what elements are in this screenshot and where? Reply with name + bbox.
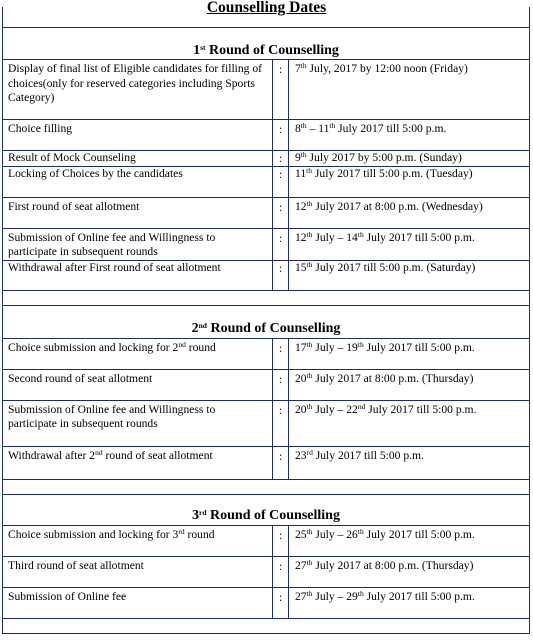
colon-separator: : — [273, 228, 289, 260]
text-segment: 17 — [295, 340, 307, 354]
event-label: First round of seat allotment — [3, 197, 273, 228]
event-label — [3, 525, 273, 556]
spacer-row — [3, 618, 530, 633]
schedule-row — [3, 338, 530, 369]
text-segment: July 2017 till 5:00 p.m. — [363, 589, 475, 603]
text-segment: July 2017 till 5:00 p.m. — [363, 230, 475, 244]
schedule-row — [3, 556, 530, 587]
text-segment: 23 — [295, 448, 307, 462]
ordinal-suffix: th — [306, 259, 313, 269]
text-segment: July 2017 at 8:00 p.m. (Wednesday) — [312, 199, 483, 213]
event-label: Submission of Online fee and Willingness to participate in subsequent rounds — [3, 228, 273, 260]
event-label — [3, 446, 273, 479]
ordinal-suffix: th — [357, 526, 364, 536]
text-segment: 7 — [295, 62, 301, 75]
ordinal-suffix: th — [306, 526, 313, 536]
spacer-row — [3, 479, 530, 494]
ordinal-suffix: rd — [306, 447, 313, 457]
round-heading: 3rd Round of Counselling — [3, 494, 530, 525]
schedule-row — [3, 60, 530, 120]
ordinal-suffix: th — [357, 339, 364, 349]
event-label: Withdrawal after First round of seat allotment — [3, 260, 273, 290]
ordinal-suffix: th — [300, 61, 307, 70]
text-segment: July, 2017 by 12:00 noon (Friday) — [306, 62, 468, 75]
schedule-row — [3, 166, 530, 197]
event-date — [289, 556, 530, 587]
schedule-row — [3, 446, 530, 479]
ordinal-suffix: rd — [178, 526, 185, 536]
text-segment: 27 — [295, 558, 307, 572]
ordinal-suffix: th — [306, 165, 313, 175]
schedule-row — [3, 197, 530, 228]
round-heading-row — [3, 28, 530, 60]
text-segment: 8 — [295, 122, 301, 135]
colon-separator: : — [273, 260, 289, 290]
text-segment: Withdrawal after 2 — [8, 448, 96, 462]
event-date — [289, 60, 530, 120]
text-segment: 12 — [295, 199, 307, 213]
page-title: Counselling Dates — [206, 0, 327, 16]
event-label: Third round of seat allotment — [3, 556, 273, 587]
event-date — [289, 587, 530, 618]
schedule-row — [3, 260, 530, 290]
text-segment: round of seat allotment — [102, 448, 213, 462]
text-segment: Choice submission and locking for 3 — [8, 527, 179, 541]
event-date — [289, 120, 530, 151]
round-heading: 1st Round of Counselling — [3, 28, 530, 60]
ordinal-suffix: th — [329, 121, 336, 130]
text-segment: July 2017 till 5:00 p.m. — [363, 340, 475, 354]
event-label: Second round of seat allotment — [3, 369, 273, 400]
text-segment: 25 — [295, 527, 307, 541]
colon-separator: : — [273, 60, 289, 120]
title-row — [3, 7, 530, 28]
ordinal-suffix: th — [357, 588, 364, 598]
text-segment: July 2017 till 5:00 p.m. — [312, 448, 424, 462]
schedule-row — [3, 400, 530, 446]
spacer-row — [3, 290, 530, 305]
ordinal-suffix: th — [306, 370, 313, 380]
colon-separator: : — [273, 120, 289, 151]
event-date — [289, 525, 530, 556]
round-heading-row — [3, 494, 530, 525]
text-segment: – 11 — [306, 122, 330, 135]
ordinal-suffix: th — [300, 150, 307, 159]
text-segment: round — [185, 340, 216, 354]
event-label: Choice filling — [3, 120, 273, 151]
text-segment: 9 — [295, 151, 301, 164]
ordinal-suffix: nd — [178, 339, 186, 349]
ordinal-suffix: nd — [95, 447, 103, 457]
schedule-row — [3, 369, 530, 400]
event-date — [289, 197, 530, 228]
ordinal-suffix: th — [306, 198, 313, 208]
event-label: Locking of Choices by the candidates — [3, 166, 273, 197]
colon-separator: : — [273, 525, 289, 556]
counselling-schedule-table — [2, 7, 530, 634]
round-heading-row — [3, 305, 530, 338]
text-segment: round — [184, 527, 215, 541]
event-label — [3, 338, 273, 369]
text-segment: July 2017 at 8:00 p.m. (Thursday) — [312, 371, 474, 385]
schedule-row — [3, 151, 530, 167]
event-date — [289, 338, 530, 369]
ordinal-suffix: th — [306, 229, 313, 239]
ordinal-suffix: th — [306, 557, 313, 567]
event-date — [289, 369, 530, 400]
text-segment: July 2017 till 5:00 p.m. — [335, 122, 447, 135]
text-segment: July – 29 — [312, 589, 358, 603]
text-segment: July 2017 by 5:00 p.m. (Sunday) — [306, 151, 462, 164]
text-segment: 27 — [295, 589, 307, 603]
text-segment: July 2017 till 5:00 p.m. (Saturday) — [312, 260, 476, 274]
ordinal-suffix: th — [357, 229, 364, 239]
text-segment: July – 26 — [312, 527, 358, 541]
colon-separator: : — [273, 556, 289, 587]
event-label: Submission of Online fee and Willingness to participate in subsequent rounds — [3, 400, 273, 446]
event-date — [289, 151, 530, 167]
schedule-row — [3, 525, 530, 556]
event-date — [289, 166, 530, 197]
text-segment: Choice submission and locking for 2 — [8, 340, 179, 354]
text-segment: July 2017 at 8:00 p.m. (Thursday) — [312, 558, 474, 572]
ordinal-suffix: th — [306, 401, 313, 411]
text-segment: 20 — [295, 371, 307, 385]
text-segment: 20 — [295, 402, 307, 416]
text-segment: July – 19 — [312, 340, 358, 354]
colon-separator: : — [273, 400, 289, 446]
colon-separator: : — [273, 446, 289, 479]
event-label: Display of final list of Eligible candidates for filling of choices(only for reserved categories including Sports Category) — [3, 60, 273, 120]
schedule-row — [3, 120, 530, 151]
colon-separator: : — [273, 166, 289, 197]
round-heading: 2nd Round of Counselling — [3, 305, 530, 338]
event-date — [289, 400, 530, 446]
ordinal-suffix: th — [300, 121, 307, 130]
ordinal-suffix: th — [306, 588, 313, 598]
event-date — [289, 446, 530, 479]
colon-separator: : — [273, 587, 289, 618]
event-label: Submission of Online fee — [3, 587, 273, 618]
schedule-row — [3, 228, 530, 260]
text-segment: 11 — [295, 166, 307, 180]
text-segment: 12 — [295, 230, 307, 244]
event-date — [289, 228, 530, 260]
colon-separator: : — [273, 197, 289, 228]
text-segment: July 2017 till 5:00 p.m. — [365, 402, 477, 416]
ordinal-suffix: nd — [357, 401, 366, 411]
text-segment: July 2017 till 5:00 p.m. — [363, 527, 475, 541]
event-label: Result of Mock Counseling — [3, 151, 273, 167]
text-segment: July – 14 — [312, 230, 358, 244]
colon-separator: : — [273, 338, 289, 369]
text-segment: July – 22 — [312, 402, 358, 416]
text-segment: July 2017 till 5:00 p.m. (Tuesday) — [312, 166, 473, 180]
colon-separator: : — [273, 369, 289, 400]
event-date — [289, 260, 530, 290]
colon-separator: : — [273, 151, 289, 167]
ordinal-suffix: th — [306, 339, 313, 349]
text-segment: 15 — [295, 260, 307, 274]
schedule-row — [3, 587, 530, 618]
